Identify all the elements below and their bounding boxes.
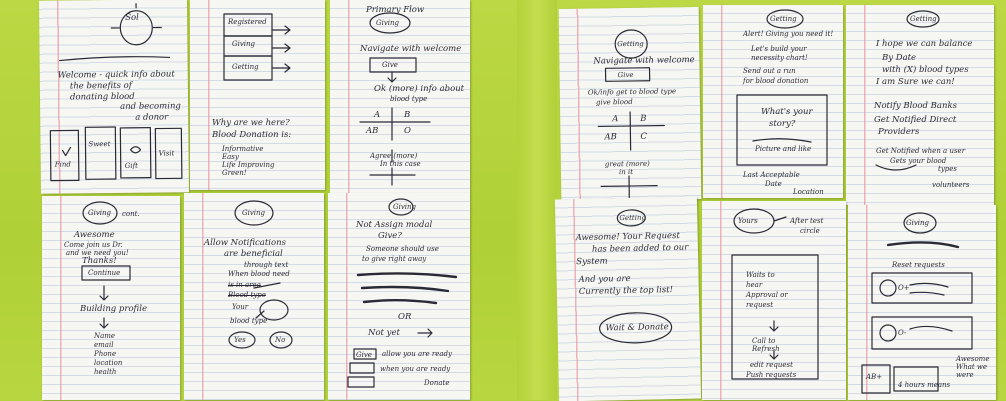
card-label: Find — [54, 160, 71, 169]
field-label: Name — [94, 332, 116, 340]
sketch-text: blood type — [230, 317, 268, 325]
sketch-sheet-request-added — [555, 197, 701, 401]
box-label: Give — [617, 70, 634, 80]
sketch-title: Yours — [738, 217, 758, 225]
sketch-sheet-giving-cont — [42, 196, 180, 400]
sketch-text: Gets your blood — [890, 157, 947, 165]
sketch-text: volunteers — [932, 181, 970, 189]
sketch-text: Push requests — [746, 371, 797, 379]
sketch-text: Navigate with welcome — [360, 44, 462, 54]
sketch-text: Currently the top list! — [578, 285, 674, 298]
sketch-text: Your — [232, 303, 249, 311]
sketch-text: for blood donation — [743, 77, 809, 85]
sketch-text: AB+ — [866, 373, 883, 381]
sketch-text: necessity chart! — [751, 54, 808, 62]
card-label: Gift — [124, 161, 139, 170]
sketch-text: Approval or — [746, 291, 788, 299]
sketch-sheet-necessity-chart — [703, 5, 843, 198]
field-label: email — [94, 341, 114, 349]
sketch-text: OR — [398, 312, 412, 322]
sketch-text: Date — [765, 180, 782, 188]
sketch-text: Get Notified when a user — [876, 147, 966, 155]
sketch-text: Why are we here? — [212, 118, 290, 128]
circle-label: Wait & Donate — [605, 322, 669, 334]
sketch-text: Not yet — [368, 328, 400, 338]
sketch-text: give blood — [595, 97, 633, 107]
sketch-text: request — [746, 301, 774, 309]
sketch-text: with (X) blood types — [882, 65, 969, 75]
sketch-text: Providers — [878, 127, 920, 137]
sketch-text: hear — [746, 281, 763, 289]
sketch-text: Not Assign modal — [356, 220, 433, 230]
field-label: location — [94, 359, 123, 367]
sketch-text: Blood Donation is: — [212, 130, 292, 140]
sketch-sheet-assign-modal — [328, 193, 470, 400]
card-label: O- — [898, 329, 907, 337]
sketch-text: in it — [618, 167, 634, 177]
box-label: Getting — [232, 63, 259, 71]
sketch-text: After test — [790, 217, 824, 225]
sketch-text: and becoming — [120, 101, 181, 112]
grid-cell: A — [374, 110, 381, 120]
sketch-text: story? — [769, 119, 796, 129]
sketch-text: Life Improving — [222, 161, 275, 169]
grid-cell: B — [404, 110, 411, 120]
sketch-text: the benefits of — [69, 80, 132, 92]
sketch-text: I am Sure we can! — [876, 77, 955, 87]
sketch-text: Welcome - quick info about — [57, 69, 175, 81]
card-label: O+ — [898, 284, 910, 292]
sketch-title: Getting — [910, 15, 937, 23]
sketch-text: System — [576, 256, 608, 268]
sketch-text: edit request — [750, 361, 793, 369]
sketch-text: In this case — [380, 160, 421, 168]
sketch-text: And you are — [578, 273, 631, 286]
sketch-text: Waits to — [746, 271, 775, 279]
sketch-title: Sol — [125, 12, 139, 23]
sketch-text: Refresh — [752, 345, 780, 353]
sketch-text: a donor — [135, 112, 169, 123]
sketch-text: Awesome — [74, 230, 115, 240]
sketch-text: Building profile — [80, 304, 147, 314]
sketch-text: great (more) — [604, 159, 650, 169]
card-label: Sweet — [88, 140, 111, 149]
sketch-title: Getting — [619, 213, 646, 223]
sketch-title: Giving — [88, 209, 112, 217]
field-label: health — [94, 368, 117, 376]
sketch-sheet-pending-request — [702, 201, 846, 400]
sketch-text: allow you are ready — [382, 350, 452, 358]
sketch-text: cont. — [122, 210, 140, 218]
sketch-sheet-welcome — [39, 0, 189, 194]
board-gap — [517, 0, 557, 400]
sketch-text: are beneficial — [224, 249, 283, 259]
sketch-text: types — [938, 165, 957, 173]
sketch-sheet-why — [190, 0, 325, 190]
sketch-title: Giving — [242, 209, 266, 217]
sketch-text: Easy — [222, 153, 239, 161]
sketch-text: Green! — [222, 169, 247, 177]
sketch-text: Call to — [752, 337, 776, 345]
sketch-text: were — [956, 371, 974, 379]
circle-label: Giving — [376, 19, 400, 27]
box-label: Registered — [228, 18, 267, 26]
sketch-text: Notify Blood Banks — [874, 101, 957, 111]
grid-cell: O — [404, 126, 411, 136]
sketch-text: through text — [244, 261, 289, 269]
sketch-text: circle — [800, 227, 820, 235]
yes-option: Yes — [234, 336, 246, 344]
sketch-sheet-primary-flow — [330, 0, 470, 193]
sheet-drawing — [555, 197, 701, 401]
grid-cell: AB — [366, 126, 379, 136]
grid-cell: AB — [604, 132, 617, 143]
sketch-text: Blood type — [228, 291, 266, 299]
sketch-sheet-notifications — [184, 193, 324, 400]
sketch-text: donating blood — [69, 91, 135, 103]
sketch-title: Getting — [617, 39, 644, 49]
sketch-text: Send out a run — [743, 67, 796, 75]
sketch-title: Giving — [906, 219, 930, 227]
sketch-text: Reset requests — [892, 261, 945, 269]
sketch-text: Picture and like — [755, 145, 812, 153]
grid-cell: C — [640, 131, 648, 142]
sketch-text: Give? — [378, 231, 402, 241]
sketch-text: Informative — [222, 145, 264, 153]
box-label: Give — [382, 61, 398, 69]
sketch-text: Agree (more) — [370, 152, 418, 160]
sketch-text: when you are ready — [380, 365, 451, 373]
sketch-sheet-reset-requests — [848, 205, 996, 400]
sketch-text: to give right away — [362, 255, 427, 263]
sketch-text: Donate — [424, 379, 450, 387]
sketch-text: Alert! Giving you need it! — [743, 30, 834, 38]
card-label: Visit — [158, 149, 175, 158]
sketch-text: What's your — [761, 107, 813, 117]
field-label: Phone — [94, 350, 117, 358]
sketch-text: Thanks! — [82, 256, 117, 266]
sketch-text: Navigate with welcome — [593, 55, 695, 67]
sketch-text: Awesome! Your Request — [575, 230, 680, 244]
grid-cell: A — [612, 114, 619, 125]
sketch-text: Allow Notifications — [204, 238, 286, 248]
sketch-text: Get Notified Direct — [874, 115, 957, 125]
sketch-title: Getting — [770, 15, 797, 23]
sketch-text: and we need you! — [66, 249, 129, 257]
grid-cell: B — [640, 113, 647, 124]
sketch-text: has been added to our — [591, 242, 689, 255]
sketch-text: is in area — [228, 281, 261, 289]
sketch-text: Someone should use — [366, 245, 439, 253]
sketch-text: blood type — [390, 95, 428, 103]
box-label: Giving — [232, 40, 256, 48]
sketch-text: 4 hours means — [898, 381, 951, 389]
box-label: Continue — [88, 269, 121, 277]
sketch-text: I hope we can balance — [876, 39, 973, 49]
sketch-text: When blood need — [228, 270, 290, 278]
sketch-title: Giving — [393, 203, 417, 211]
sketch-text: Location — [793, 188, 824, 196]
sketch-text: Come join us Dr. — [64, 241, 123, 249]
sketch-sheet-balance — [846, 5, 994, 205]
sketch-title: Primary Flow — [366, 5, 425, 15]
sketch-text: Let's build your — [751, 45, 807, 53]
sketch-text: Last Acceptable — [743, 171, 800, 179]
sketch-text: Ok/info get to blood type — [587, 87, 677, 97]
sketch-text: By Date — [882, 53, 917, 63]
box-label: Give — [356, 351, 372, 359]
sketch-text: Ok (more) info about — [374, 84, 465, 94]
sketch-sheet-getting-flow — [559, 7, 702, 201]
no-option: No — [275, 336, 286, 344]
sketch-text: Awesome — [956, 355, 990, 363]
sketch-text: What we — [956, 363, 988, 371]
